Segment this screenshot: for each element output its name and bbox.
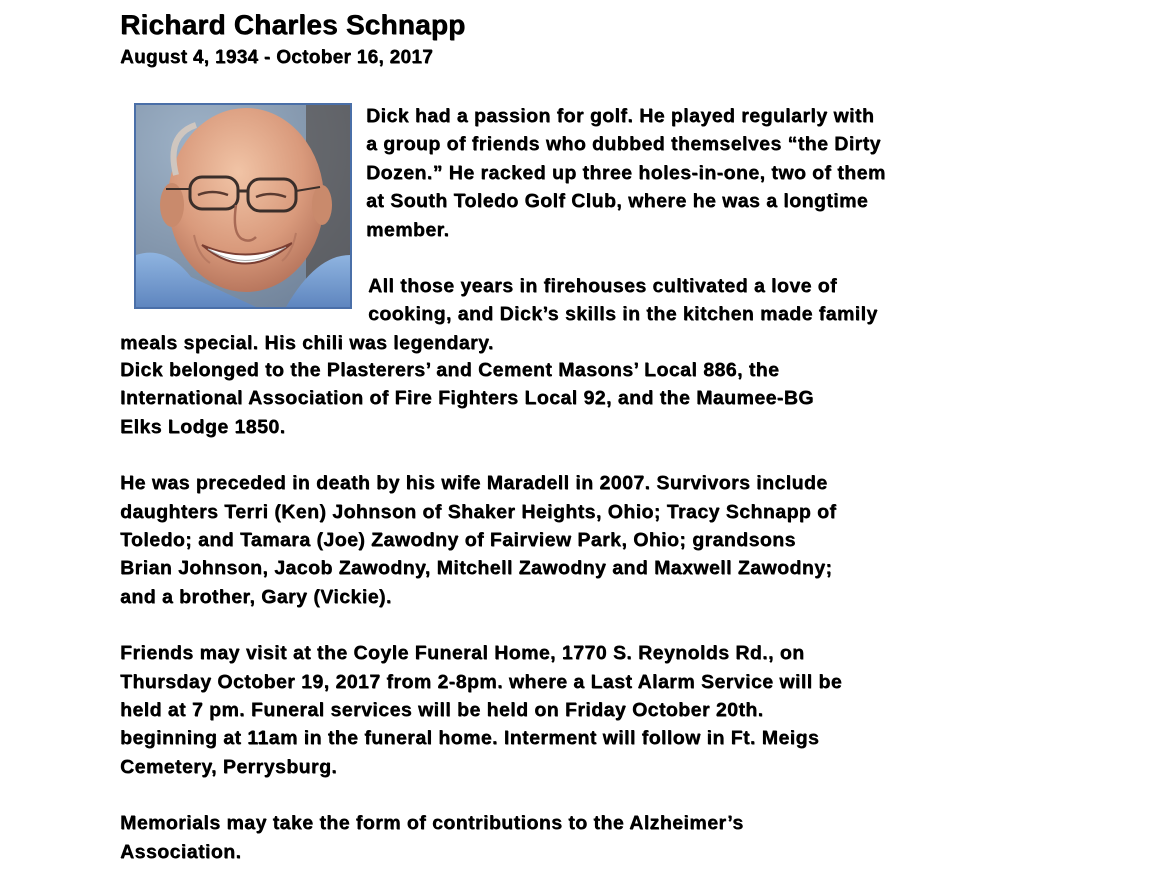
text-line: a group of friends who dubbed themselves “the Dirty [366,133,881,156]
text-line: Friends may visit at the Coyle Funeral Home, 1770 S. Reynolds Rd., on [120,642,805,665]
text-line: Dick had a passion for golf. He played regularly with [366,105,875,127]
deceased-name: Richard Charles Schnapp [120,9,466,40]
services-paragraph [120,639,1000,781]
memorials-paragraph [120,809,1000,866]
obituary-document [120,8,1000,863]
text-line: Thursday October 19, 2017 from 2-8pm. where a Last Alarm Service will be [120,670,843,693]
text-line: International Association of Fire Fighters Local 92, and the Maumee-BG [120,387,814,410]
text-line: Association. [120,840,242,863]
text-line: member. [366,218,450,241]
text-line: He was preceded in death by his wife Maradell in 2007. Survivors include [120,472,828,495]
golf-paragraph [366,102,996,244]
text-line: beginning at 11am in the funeral home. Interment will follow in Ft. Meigs [120,727,820,750]
text-line: and a brother, Gary (Vickie). [120,585,392,608]
cooking-paragraph [120,272,1000,357]
life-dates: August 4, 1934 - October 16, 2017 [120,47,433,68]
text-line: Toledo; and Tamara (Joe) Zawodny of Fairview Park, Ohio; grandsons [120,529,796,552]
text-line: Elks Lodge 1850. [120,415,286,438]
text-line: Brian Johnson, Jacob Zawodny, Mitchell Zawodny and Maxwell Zawodny; [120,557,833,580]
text-line: at South Toledo Golf Club, where he was a longtime [366,190,869,213]
text-line: Cemetery, Perrysburg. [120,755,338,778]
text-line: Dozen.” He racked up three holes-in-one, two of them [366,161,886,184]
text-line: Dick belonged to the Plasterers’ and Cement Masons’ Local 886, the [120,359,780,381]
text-line: held at 7 pm. Funeral services will be held on Friday October 20th. [120,699,764,722]
text-line: daughters Terri (Ken) Johnson of Shaker Heights, Ohio; Tracy Schnapp of [120,500,837,523]
text-line: meals special. His chili was legendary. [120,331,494,354]
text-line: All those years in firehouses cultivated a love of [368,275,837,297]
text-line: cooking, and Dick’s skills in the kitchen made family [368,303,878,326]
obituary-body [120,356,1000,866]
text-line: Memorials may take the form of contributions to the Alzheimer’s [120,812,744,835]
memberships-paragraph [120,356,1000,441]
survivors-paragraph [120,469,1000,611]
